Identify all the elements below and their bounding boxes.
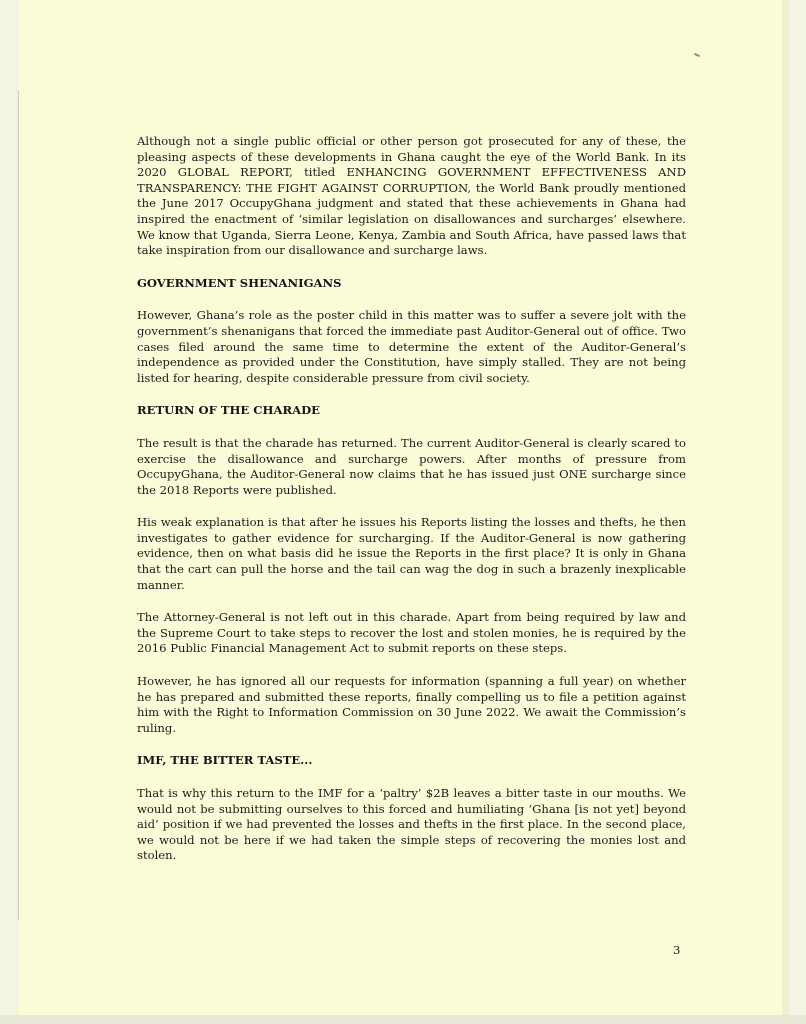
heading-imf-bitter-taste: IMF, THE BITTER TASTE...: [137, 753, 313, 768]
scan-mark: [694, 53, 700, 57]
heading-return-of-the-charade: RETURN OF THE CHARADE: [137, 403, 320, 418]
paragraph-imf: That is why this return to the IMF for a ‘paltry’ $2B leaves a bitter taste in our mouths. We would not be submitting ourselves to this forced and humiliating ‘Ghana [is not yet] beyond aid’ position if we had prevented the losses and thefts in the first place. In the second place, we would not be here if we had taken the simple steps of recovering the monies lost and stolen.: [137, 786, 686, 863]
document-body: [137, 134, 686, 881]
page-left-rule: [18, 90, 19, 920]
page-right-edge: [782, 0, 788, 1015]
paragraph-attorney-general: The Attorney-General is not left out in this charade. Apart from being required by law and the Supreme Court to take steps to recover the lost and stolen monies, he is required by the 2016 Public Financial Management Act to submit reports on these steps.: [137, 610, 686, 656]
paragraph-world-bank: Although not a single public official or other person got prosecuted for any of these, the pleasing aspects of these developments in Ghana caught the eye of the World Bank. In its 2020 GLOBAL REPORT, titled ENHANCING GOVERNMENT EFFECTIVENESS AND TRANSPARENCY: THE FIGHT AGAINST CORRUPTION, the World Bank proudly mentioned the June 2017 OccupyGhana judgment and stated that these achievements in Ghana had inspired the enactment of ‘similar legislation on disallowances and surcharges’ elsewhere. We know that Uganda, Sierra Leone, Kenya, Zambia and South Africa, have passed laws that take inspiration from our disallowance and surcharge laws.: [137, 134, 686, 258]
bottom-strip: [0, 1015, 806, 1024]
paragraph-poster-child: However, Ghana’s role as the poster child in this matter was to suffer a severe jolt with the government’s shenanigans that forced the immediate past Auditor-General out of office. Two cases filed around the same time to determine the extent of the Auditor-General’s independence as provided under the Constitution, have simply stalled. They are not being listed for hearing, despite considerable pressure from civil society.: [137, 308, 686, 385]
paragraph-rti-petition: However, he has ignored all our requests for information (spanning a full year) on whether he has prepared and submitted these reports, finally compelling us to file a petition against him with the Right to Information Commission on 30 June 2022. We await the Commission’s ruling.: [137, 674, 686, 735]
page-number: 3: [673, 943, 681, 957]
paragraph-weak-explanation: His weak explanation is that after he issues his Reports listing the losses and thefts, he then investigates to gather evidence for surcharging. If the Auditor-General is now gathering evidence, then on what basis did he issue the Reports in the first place? It is only in Ghana that the cart can pull the horse and the tail can wag the dog in such a brazenly inexplicable manner.: [137, 515, 686, 592]
paragraph-charade-returned: The result is that the charade has returned. The current Auditor-General is clearly scared to exercise the disallowance and surcharge powers. After months of pressure from OccupyGhana, the Auditor-General now claims that he has issued just ONE surcharge since the 2018 Reports were published.: [137, 435, 686, 497]
heading-government-shenanigans: GOVERNMENT SHENANIGANS: [137, 275, 342, 290]
